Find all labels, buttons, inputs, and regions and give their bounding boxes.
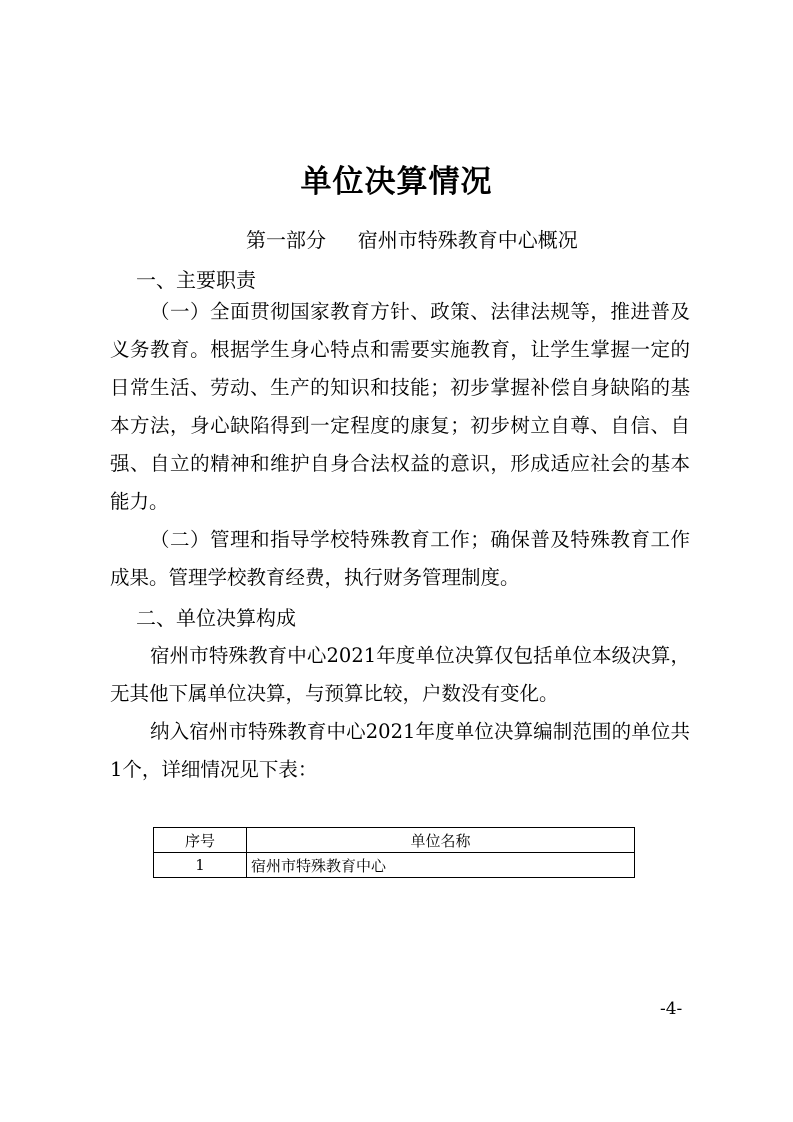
unit-table xyxy=(153,827,635,878)
paragraph: 纳入宿州市特殊教育中心2021年度单位决算编制范围的单位共1个，详细情况见下表： xyxy=(110,720,690,781)
column-header-unit-name: 单位名称 xyxy=(247,828,635,853)
paragraph: 宿州市特殊教育中心2021年度单位决算仅包括单位本级决算，无其他下属单位决算，与预算比较，户数没有变化。 xyxy=(110,644,690,705)
paragraph: （一）全面贯彻国家教育方针、政策、法律法规等，推进普及义务教育。根据学生身心特点和需要实施教育，让学生掌握一定的日常生活、劳动、生产的知识和技能；初步掌握补偿自身缺陷的基本方法，身心缺陷得到一定程度的康复；初步树立自尊、自信、自强、自立的精神和维护自身合法权益的意识，形成适应社会的基本能力。 xyxy=(110,300,690,513)
part-heading: 第一部分 宿州市特殊教育中心概况 xyxy=(246,228,578,252)
section-heading: 二、单位决算构成 xyxy=(136,606,296,630)
table-cell-no: 1 xyxy=(154,853,247,878)
column-header-no: 序号 xyxy=(154,828,247,853)
page-title: 单位决算情况 xyxy=(300,164,493,200)
table-header-row xyxy=(154,828,635,853)
table-cell-unit-name: 宿州市特殊教育中心 xyxy=(247,853,635,878)
table-row xyxy=(154,853,635,878)
page-number: -4- xyxy=(660,999,683,1019)
paragraph: （二）管理和指导学校特殊教育工作；确保普及特殊教育工作成果。管理学校教育经费，执行财务管理制度。 xyxy=(110,528,690,589)
section-heading: 一、主要职责 xyxy=(136,268,256,292)
